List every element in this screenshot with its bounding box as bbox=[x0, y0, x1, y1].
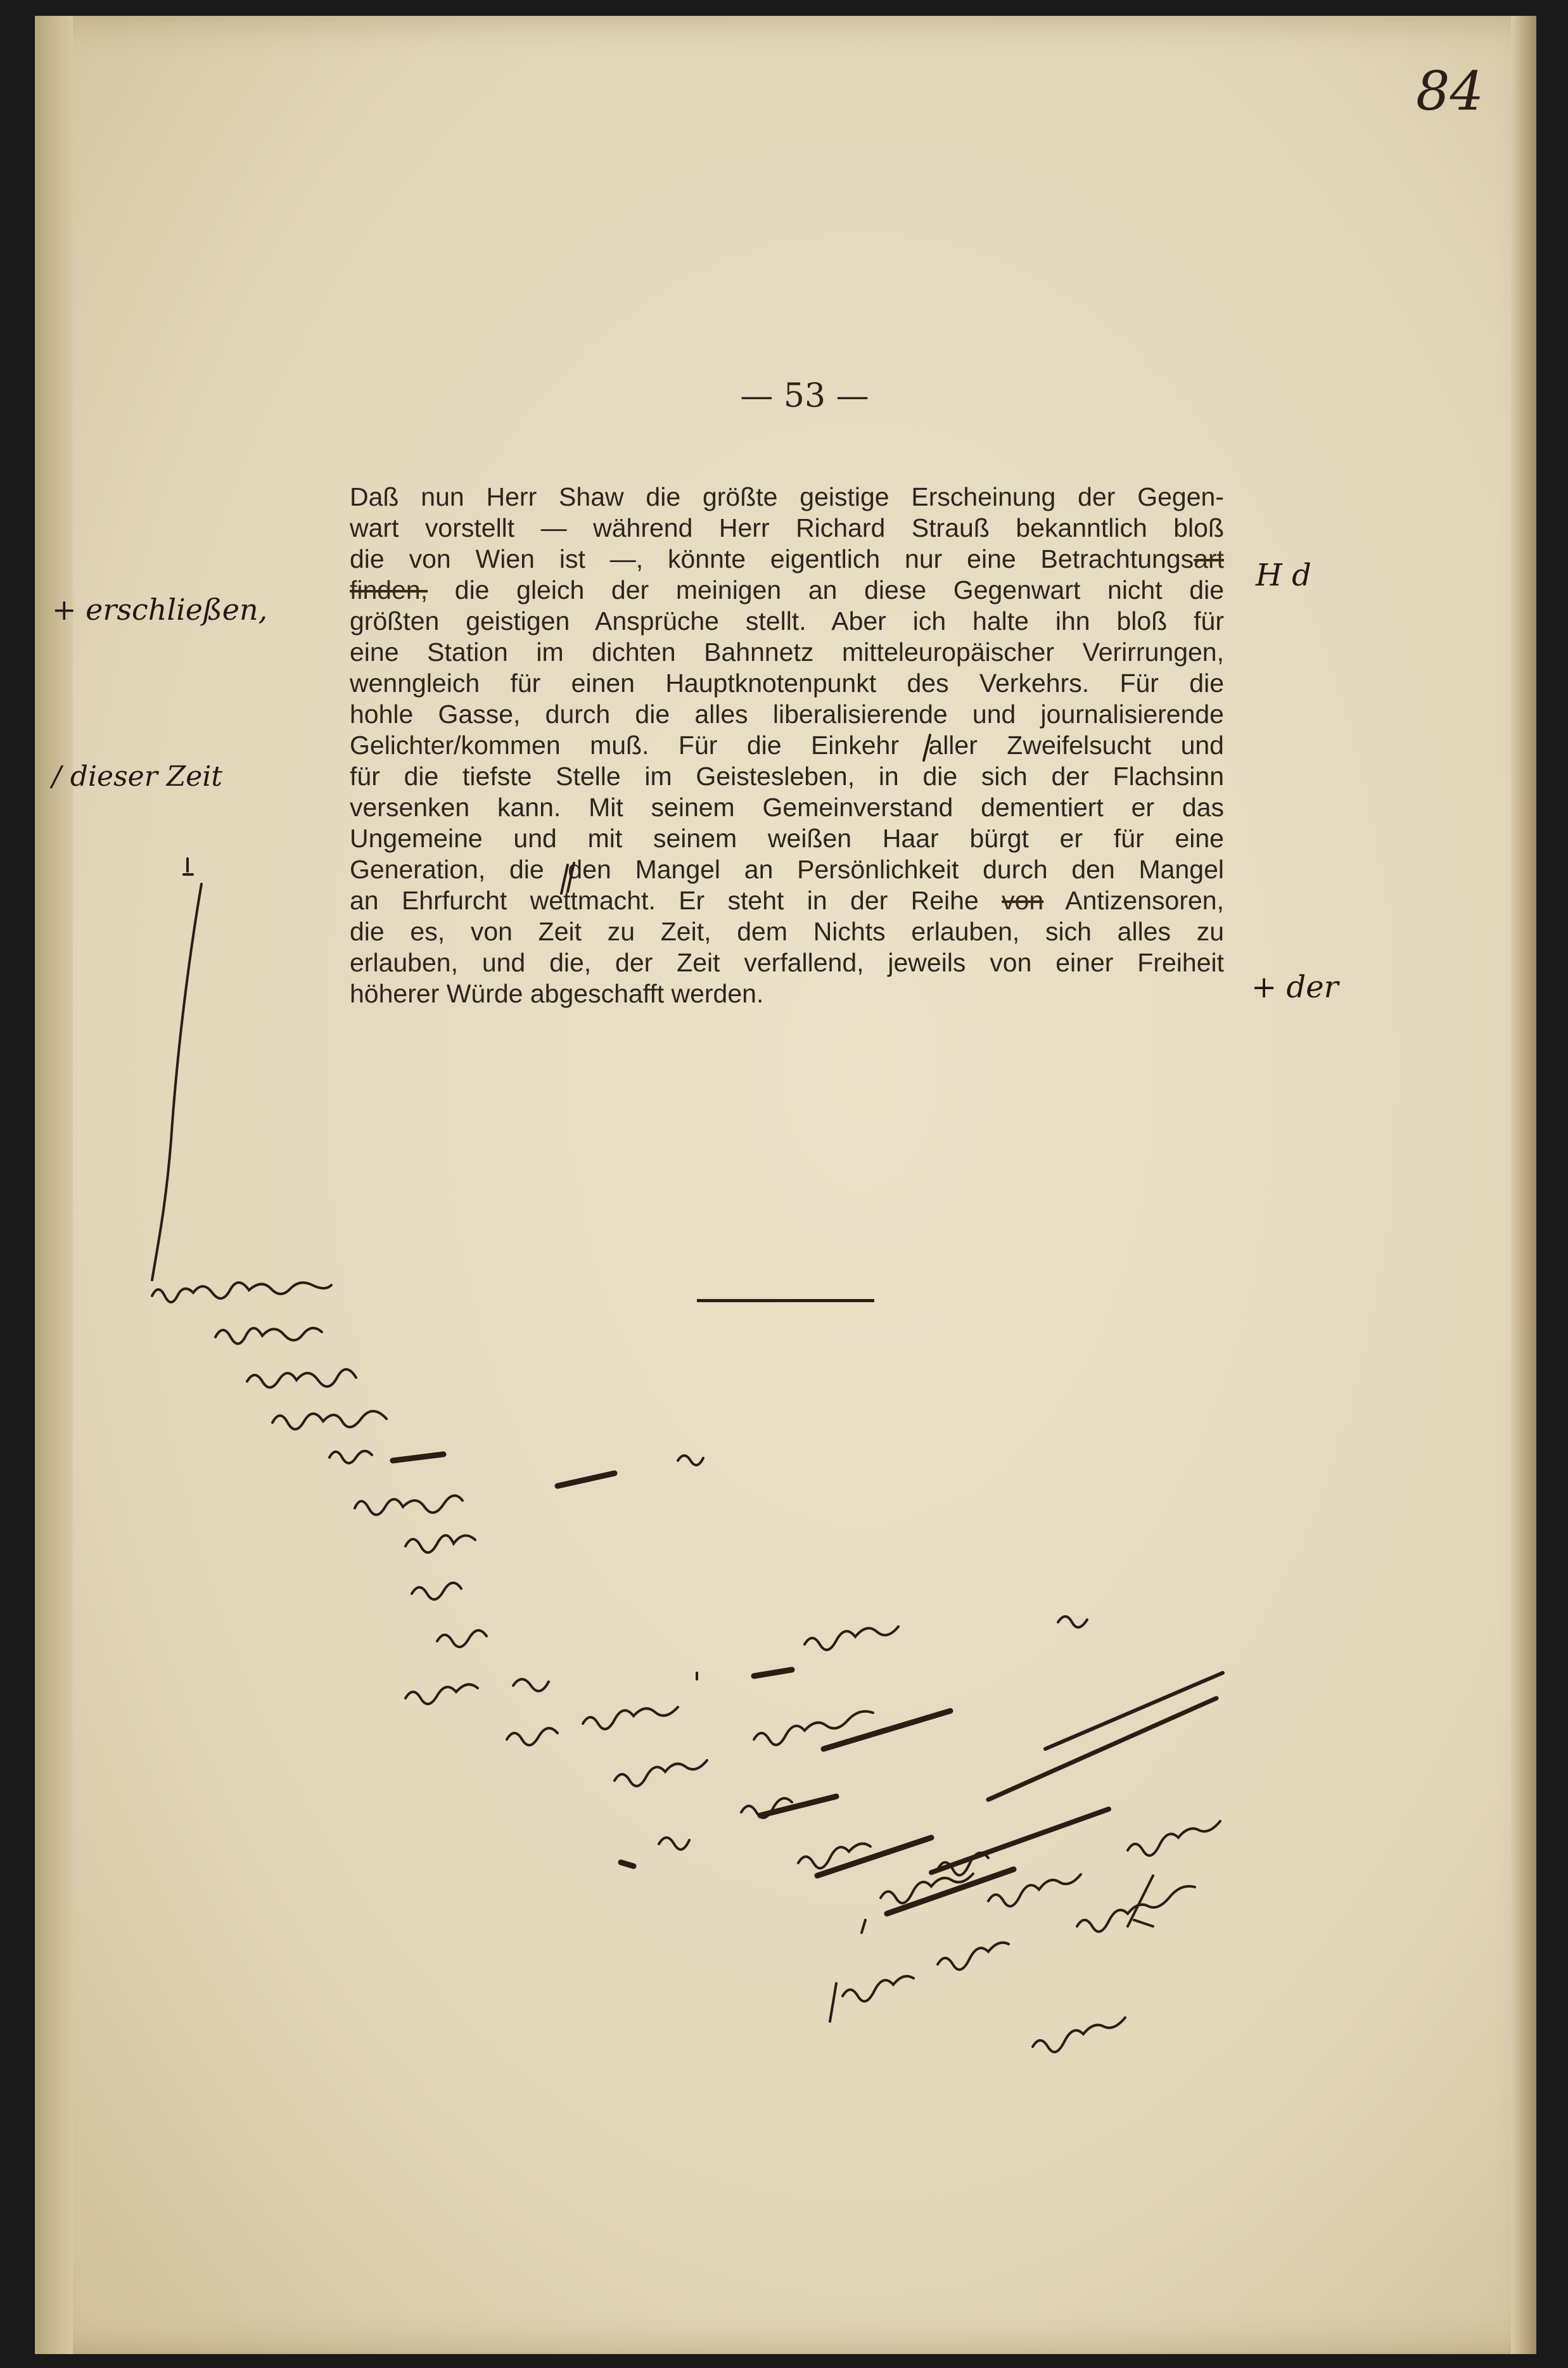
text-line: höherer Würde abgeschafft werden. bbox=[350, 979, 764, 1008]
page-number: — 53 — bbox=[740, 377, 869, 415]
text-line: erlauben, und die, der Zeit verfallend, jeweils von einer Freiheit bbox=[350, 948, 1224, 977]
text-line: versenken kann. Mit seinem Gemeinverstand dementiert er das bbox=[350, 793, 1224, 822]
text-line: Ungemeine und mit seinem weißen Haar bürgt er für eine bbox=[350, 824, 1224, 853]
margin-note-left: + erschließen, bbox=[52, 592, 268, 627]
text-line: wenngleich für einen Hauptknotenpunkt des Verkehrs. Für die bbox=[350, 669, 1224, 698]
text-segment: die gleich der meinigen an diese Gegenwart nicht die bbox=[428, 575, 1224, 605]
text-line: Generation, die den Mangel an Persönlichkeit durch den Mangel bbox=[350, 855, 1224, 884]
text-segment: die von Wien ist —, könnte eigentlich nur eine Betrachtungs bbox=[350, 544, 1194, 573]
text-segment: an Ehrfurcht wettmacht. Er steht in der Reihe bbox=[350, 886, 1002, 915]
margin-note-left: / dieser Zeit bbox=[52, 760, 223, 793]
struck-word: von bbox=[1002, 886, 1044, 915]
margin-note-right: H d bbox=[1256, 558, 1311, 593]
text-line: wart vorstellt — während Herr Richard Strauß bekanntlich bloß bbox=[350, 513, 1224, 542]
text-segment: Antizensoren, bbox=[1043, 886, 1224, 915]
text-line: größten geistigen Ansprüche stellt. Aber ich halte ihn bloß für bbox=[350, 606, 1224, 636]
text-line: Gelichter/kommen muß. Für die Einkehr aller Zweifelsucht und bbox=[350, 731, 1224, 760]
text-line: die es, von Zeit zu Zeit, dem Nichts erlauben, sich alles zu bbox=[350, 917, 1224, 946]
margin-note-right: + der bbox=[1251, 970, 1339, 1005]
struck-word: finden, bbox=[350, 575, 428, 605]
struck-word: art bbox=[1194, 544, 1224, 573]
text-line: hohle Gasse, durch die alles liberalisierende und journalisierende bbox=[350, 700, 1224, 729]
folio-number: 84 bbox=[1416, 60, 1484, 122]
text-line: eine Station im dichten Bahnnetz mitteleuropäischer Verirrungen, bbox=[350, 637, 1224, 667]
text-line: Daß nun Herr Shaw die größte geistige Erscheinung der Gegen- bbox=[350, 482, 1224, 511]
text-line: für die tiefste Stelle im Geistesleben, in die sich der Flachsinn bbox=[350, 762, 1224, 791]
